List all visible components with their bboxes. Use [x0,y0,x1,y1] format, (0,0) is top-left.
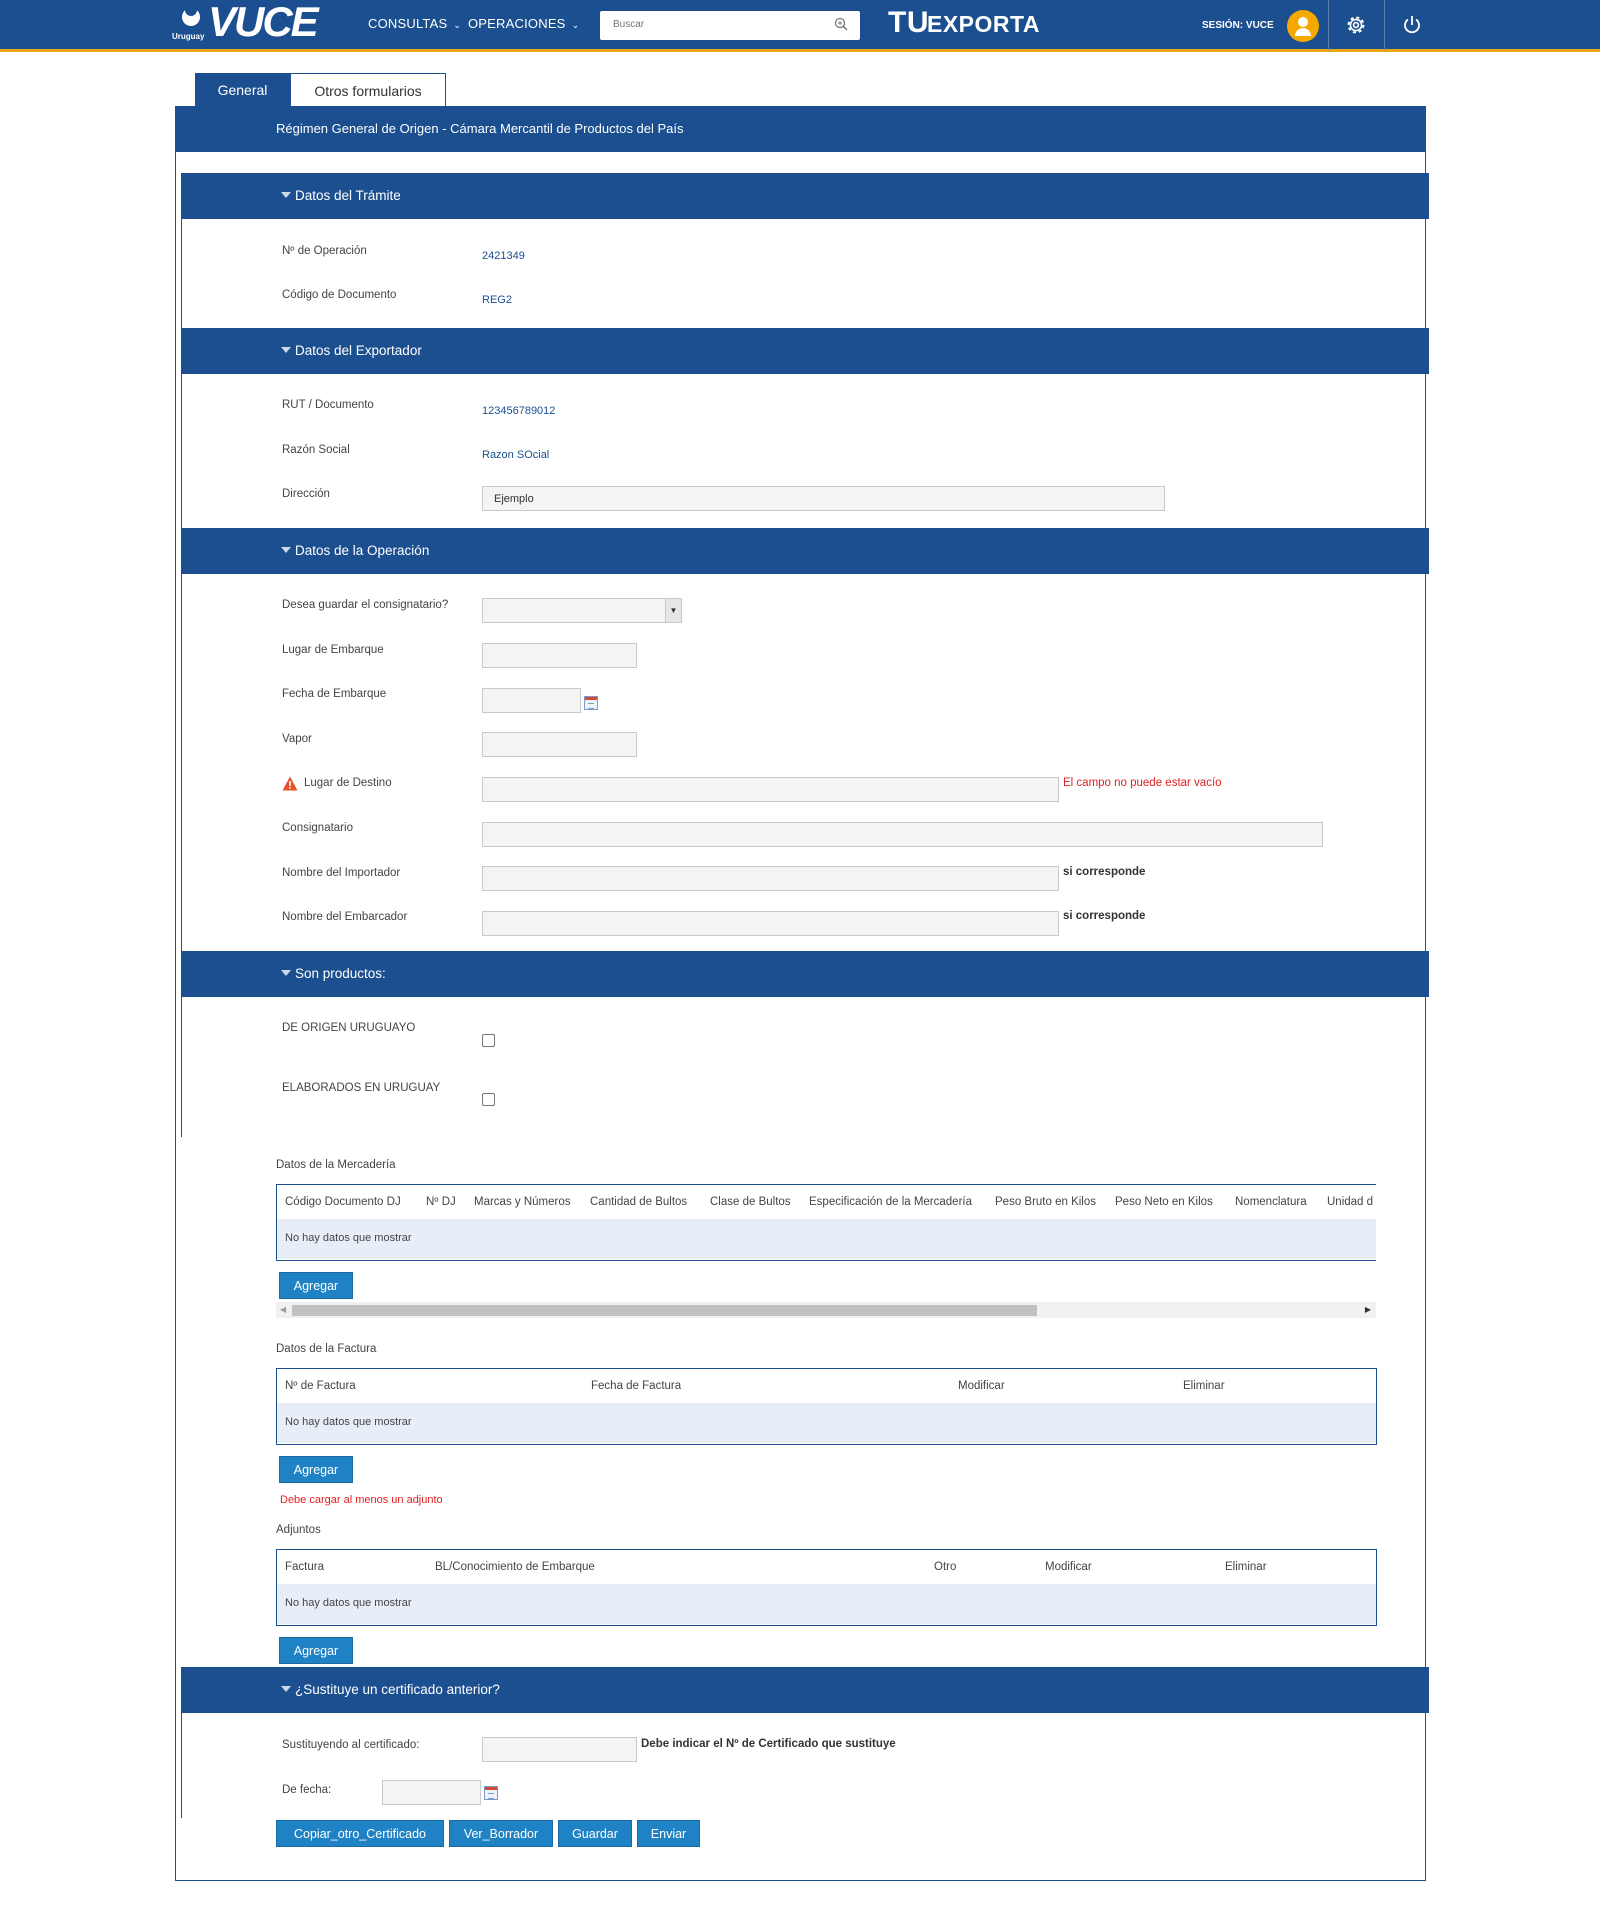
factura-grid-title: Datos de la Factura [276,1343,377,1355]
fecha-embarque-field[interactable] [482,688,581,713]
origen-uruguayo-checkbox[interactable] [482,1034,495,1047]
operacion-value: 2421349 [482,250,525,262]
lugar-destino-error: El campo no puede estar vacío [1063,777,1222,789]
tu-exporta-logo[interactable] [888,6,1040,40]
section-border [181,1713,182,1818]
adjuntos-error: Debe cargar al menos un adjunto [280,1494,443,1506]
column-header[interactable]: Marcas y Números [474,1196,571,1208]
tab-otros-formularios[interactable]: Otros formularios [290,73,446,107]
section-title: Son productos: [295,966,386,981]
scroll-left-icon[interactable]: ◀ [280,1305,287,1314]
adjuntos-grid [276,1549,1377,1626]
vuce-logo[interactable] [172,0,317,45]
chevron-down-icon [281,347,291,353]
scrollbar-thumb[interactable] [292,1305,1037,1316]
section-title: Datos del Trámite [295,188,401,203]
column-header[interactable]: Clase de Bultos [710,1196,791,1208]
warning-icon [282,776,298,791]
direccion-field[interactable]: Ejemplo [482,486,1165,511]
top-bar [0,0,1600,52]
enviar-button[interactable]: Enviar [637,1820,700,1847]
divider [1384,0,1385,50]
dropdown-arrow-icon: ▼ [665,599,681,622]
guardar-button[interactable]: Guardar [558,1820,632,1847]
brand2-word: EXPORTA [927,11,1040,37]
factura-grid [276,1368,1377,1445]
lugar-destino-field[interactable] [482,777,1059,802]
de-fecha-label: De fecha: [282,1784,332,1796]
chevron-down-icon: ⌄ [453,20,462,30]
calendar-icon[interactable] [584,696,598,710]
sun-emblem-icon [182,8,200,26]
section-header-tramite[interactable] [181,173,1429,219]
codigo-value: REG2 [482,294,512,306]
nav-consultas-label: CONSULTAS [368,16,448,31]
section-border [181,997,182,1137]
section-border [181,574,182,952]
adjuntos-grid-title: Adjuntos [276,1524,321,1536]
rut-label: RUT / Documento [282,399,374,411]
grid-empty-message: No hay datos que mostrar [277,1403,1376,1443]
column-header[interactable]: Nomenclatura [1235,1196,1307,1208]
mercaderia-grid [276,1184,1376,1261]
embarcador-label: Nombre del Embarcador [282,911,408,923]
importador-hint: si corresponde [1063,866,1146,878]
power-icon[interactable] [1400,13,1424,37]
scroll-right-icon[interactable]: ▶ [1364,1305,1371,1314]
de-fecha-field[interactable] [382,1780,481,1805]
grid-header-row [277,1550,1376,1584]
consignatario-label: Consignatario [282,822,353,834]
calendar-icon[interactable] [484,1786,498,1800]
chevron-down-icon [281,970,291,976]
agregar-mercaderia-button[interactable]: Agregar [279,1272,353,1299]
section-header-exportador[interactable] [181,328,1429,374]
fecha-embarque-label: Fecha de Embarque [282,688,387,700]
grid-empty-message: No hay datos que mostrar [277,1584,1376,1624]
section-title: Datos del Exportador [295,343,422,358]
mercaderia-grid-title: Datos de la Mercadería [276,1159,396,1171]
razon-social-label: Razón Social [282,444,350,456]
guardar-consignatario-select[interactable] [482,598,682,623]
nav-operaciones[interactable] [468,16,579,31]
certificado-label: Sustituyendo al certificado: [282,1739,420,1751]
vapor-label: Vapor [282,733,312,745]
chevron-down-icon [281,1686,291,1692]
section-title: ¿Sustituye un certificado anterior? [295,1682,500,1697]
column-header[interactable]: Peso Bruto en Kilos [995,1196,1097,1208]
grid-empty-message: No hay datos que mostrar [277,1219,1376,1259]
agregar-factura-button[interactable]: Agregar [279,1456,353,1483]
column-header[interactable]: Código Documento DJ [285,1196,401,1208]
section-border [181,374,182,528]
brand2-prefix: TU [888,6,929,39]
column-header[interactable]: Peso Neto en Kilos [1115,1196,1213,1208]
search-box [600,11,860,40]
column-header[interactable]: Eliminar [1183,1380,1225,1392]
gear-icon[interactable] [1344,13,1368,37]
column-header[interactable]: Modificar [1045,1561,1092,1573]
column-header[interactable]: Factura [285,1561,324,1573]
lugar-embarque-field[interactable] [482,643,637,668]
column-header[interactable]: Nº DJ [426,1196,456,1208]
column-header[interactable]: Unidad d [1327,1196,1374,1208]
column-header[interactable]: BL/Conocimiento de Embarque [435,1561,595,1573]
horizontal-scrollbar[interactable] [276,1302,1376,1318]
column-header[interactable]: Nº de Factura [285,1380,356,1392]
column-header[interactable]: Cantidad de Bultos [590,1196,688,1208]
column-header[interactable]: Fecha de Factura [591,1380,682,1392]
embarcador-field[interactable] [482,911,1059,936]
search-input[interactable] [611,11,831,38]
section-header-sustituye[interactable] [181,1667,1429,1713]
codigo-label: Código de Documento [282,289,397,301]
logo-country: Uruguay [172,32,205,41]
direccion-label: Dirección [282,488,330,500]
chevron-down-icon [281,192,291,198]
section-border [181,219,182,328]
nav-operaciones-label: OPERACIONES [468,16,566,31]
importador-label: Nombre del Importador [282,867,401,879]
elaborados-uruguay-label: ELABORADOS EN URUGUAY [282,1082,441,1094]
consignatario-field[interactable] [482,822,1323,847]
chevron-down-icon [281,547,291,553]
session-label: SESIÓN: VUCE [1202,20,1274,31]
importador-field[interactable] [482,866,1059,891]
razon-social-value: Razon SOcial [482,449,550,461]
rut-value: 123456789012 [482,405,556,417]
lugar-embarque-label: Lugar de Embarque [282,644,384,656]
vapor-field[interactable] [482,732,637,757]
grid-header-row [277,1185,1376,1219]
grid-header-row [277,1369,1376,1403]
logo-word: VUCE [208,0,317,45]
section-header-productos[interactable] [181,951,1429,997]
embarcador-hint: si corresponde [1063,910,1146,922]
tab-general[interactable]: General [195,73,290,107]
column-header[interactable]: Modificar [958,1380,1005,1392]
section-title: Datos de la Operación [295,543,430,558]
section-header-operacion[interactable] [181,528,1429,574]
chevron-down-icon: ⌄ [571,20,580,30]
nav-consultas[interactable] [368,16,461,31]
certificado-field[interactable] [482,1737,637,1762]
elaborados-uruguay-checkbox[interactable] [482,1093,495,1106]
origen-uruguayo-label: DE ORIGEN URUGUAYO [282,1022,416,1034]
divider [1328,0,1329,50]
column-header[interactable]: Otro [934,1561,957,1573]
certificado-hint: Debe indicar el Nº de Certificado que sustituye [641,1738,896,1750]
copiar-certificado-button[interactable]: Copiar_otro_Certificado [276,1820,444,1847]
user-avatar-icon[interactable] [1287,10,1319,42]
form-title: Régimen General de Origen - Cámara Mercantil de Productos del País [175,106,1426,152]
agregar-adjunto-button[interactable]: Agregar [279,1637,353,1664]
ver-borrador-button[interactable]: Ver_Borrador [449,1820,553,1847]
column-header[interactable]: Eliminar [1225,1561,1267,1573]
operacion-label: Nº de Operación [282,245,367,257]
search-icon[interactable] [834,17,848,31]
lugar-destino-label: Lugar de Destino [304,777,392,789]
guardar-consignatario-label: Desea guardar el consignatario? [282,599,449,611]
column-header[interactable]: Especificación de la Mercadería [809,1196,972,1208]
